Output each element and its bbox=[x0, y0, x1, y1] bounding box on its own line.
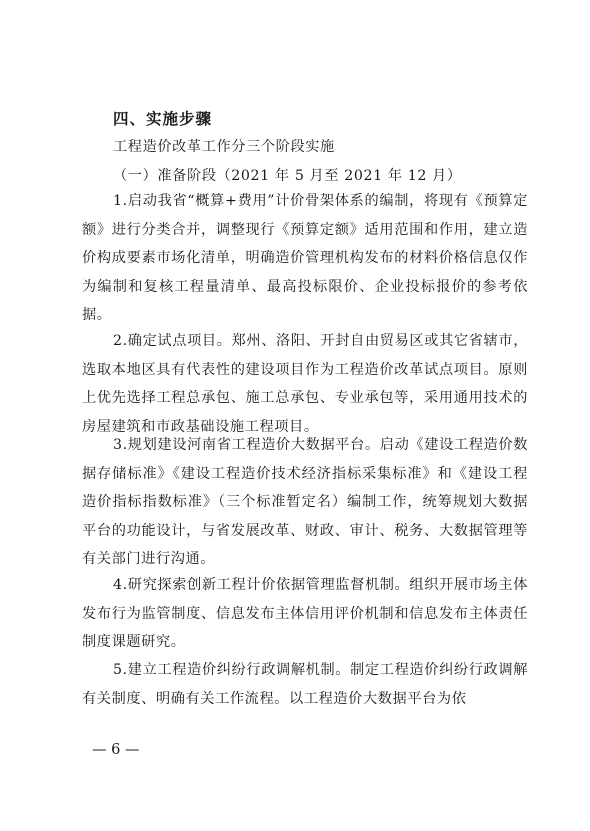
section-heading: 四、实施步骤 bbox=[113, 110, 213, 128]
item-1-paragraph: 1.启动我省“概算+费用”计价骨架体系的编制，将现有《预算定额》进行分类合并，调整现行《预算定额》适用范围和作用，建立造价构成要素市场化清单，明确造价管理机构发布的材料价格信息仅作为编制和复核工程量清单、最高投标限价、企业投标报价的参考依据。 bbox=[82, 193, 528, 324]
item-4-paragraph: 4.研究探索创新工程计价依据管理监督机制。组织开展市场主体发布行为监管制度、信息发布主体信用评价机制和信息发布主体责任制度课题研究。 bbox=[82, 577, 528, 651]
item-5-paragraph: 5.建立工程造价纠纷行政调解机制。制定工程造价纠纷行政调解有关制度、明确有关工作流程。以工程造价大数据平台为依 bbox=[82, 662, 528, 707]
item-3-paragraph: 3.规划建设河南省工程造价大数据平台。启动《建设工程造价数据存储标准》《建设工程造价技术经济指标采集标准》和《建设工程造价指标指数标准》（三个标准暂定名）编制工作，统筹规划大数据平台的功能设计，与省发展改革、财政、审计、税务、大数据管理等有关部门进行沟通。 bbox=[82, 437, 528, 568]
intro-paragraph: 工程造价改革工作分三个阶段实施 bbox=[113, 139, 335, 155]
stage-heading: （一）准备阶段（2021 年 5 月至 2021 年 12 月） bbox=[113, 168, 462, 184]
page-number: — 6 — bbox=[92, 742, 140, 758]
item-2-paragraph: 2.确定试点项目。郑州、洛阳、开封自由贸易区或其它省辖市，选取本地区具有代表性的建设项目作为工程造价改革试点项目。原则上优先选择工程总承包、施工总承包、专业承包等，采用通用技术的房屋建筑和市政基础设施工程项目。 bbox=[82, 333, 528, 435]
